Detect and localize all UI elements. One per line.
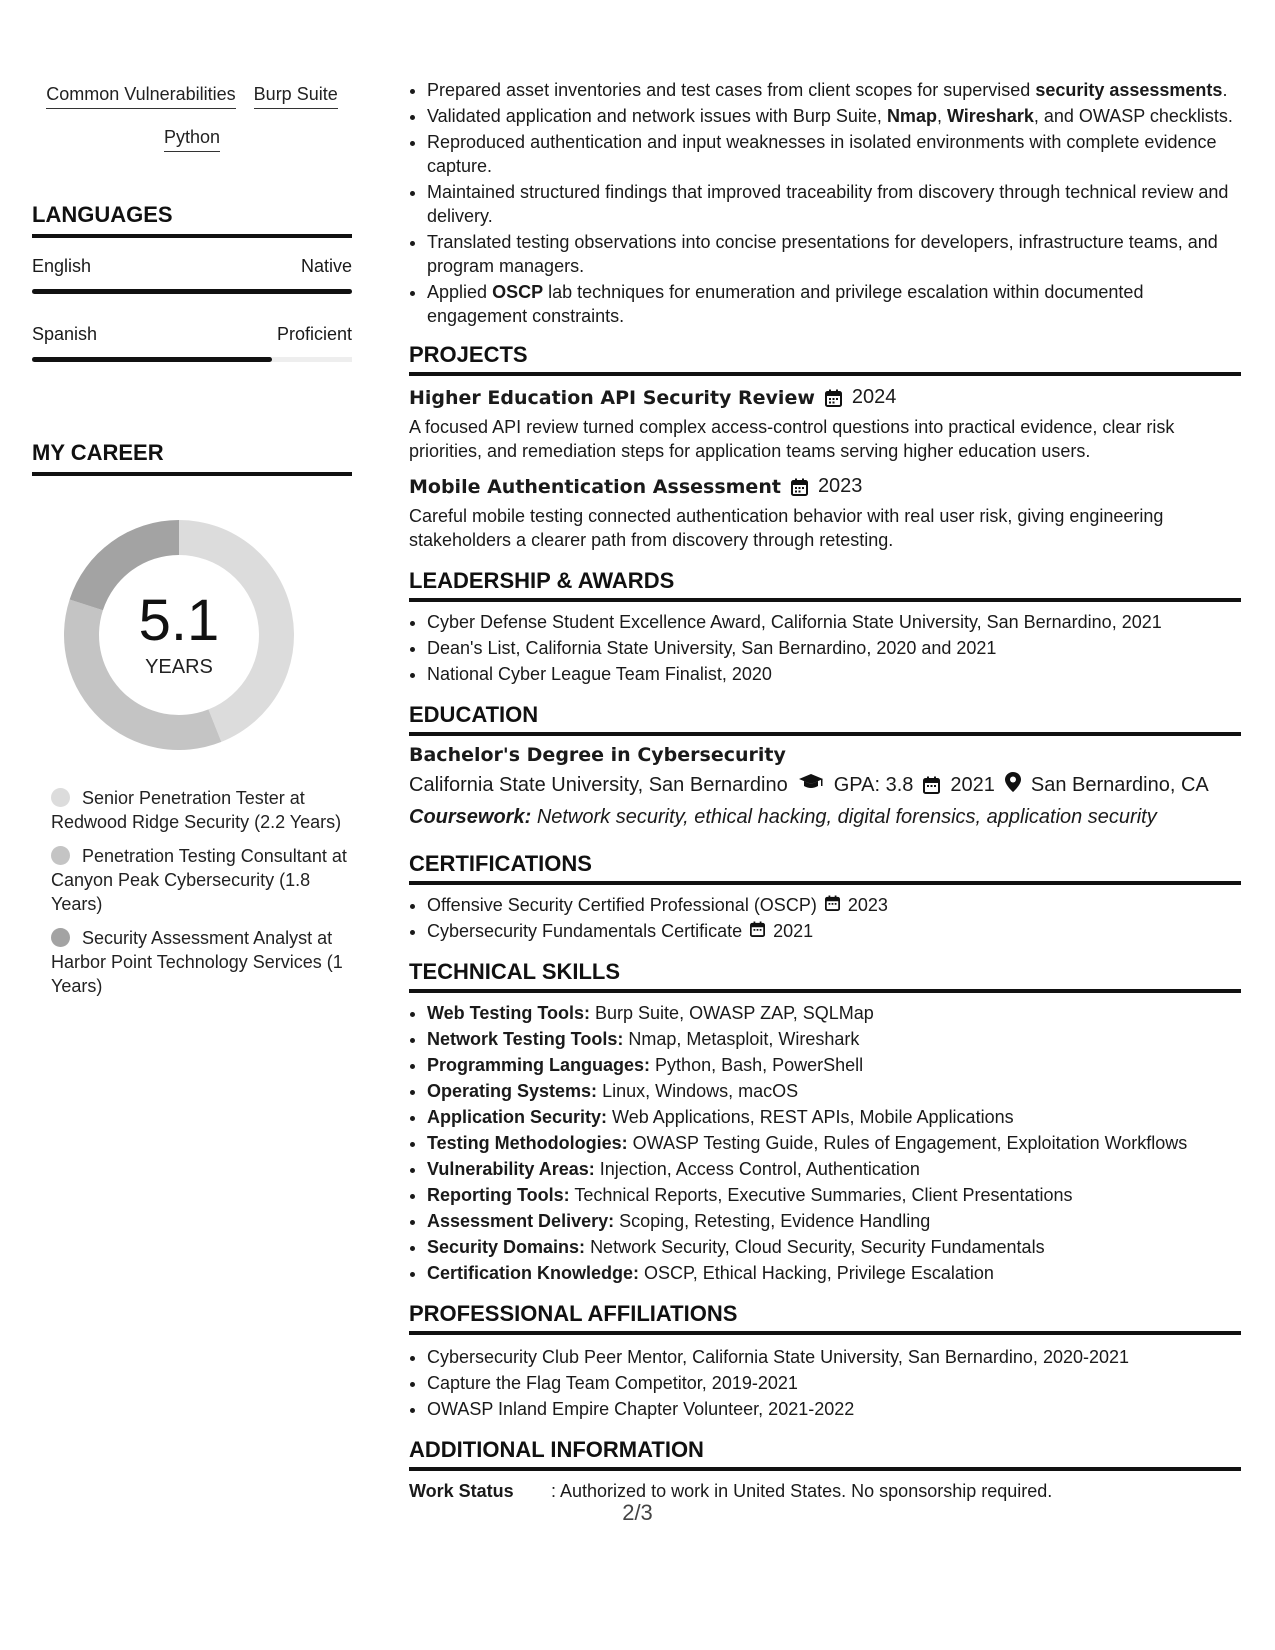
certifications-list: [409, 893, 1241, 943]
skill-values: OWASP Testing Guide, Rules of Engagement, Exploitation Workflows: [632, 1133, 1188, 1153]
skill-values: Scoping, Retesting, Evidence Handling: [619, 1211, 931, 1231]
project-title: Higher Education API Security Review: [409, 386, 815, 409]
skills-row: [32, 84, 352, 109]
technical-skills-list: [409, 1001, 1241, 1285]
education-heading: EDUCATION: [409, 702, 1241, 736]
coursework-text: Network security, ethical hacking, digital forensics, application security: [536, 806, 1157, 828]
bullet-text: Prepared asset inventories and test cases from client scopes for supervised: [427, 80, 1036, 100]
skill-category: Operating Systems:: [427, 1081, 598, 1101]
list-item: • Cyber Defense Student Excellence Award, California State University, San Bernardino, 2021: [427, 610, 1241, 634]
list-item: [427, 919, 1241, 943]
skill-line: [427, 1105, 1241, 1129]
bullet-text: Validated application and network issues with Burp Suite,: [427, 106, 887, 126]
experience-bullet: [427, 104, 1241, 128]
language-level: Proficient: [276, 324, 352, 344]
skill-values: Linux, Windows, macOS: [602, 1081, 799, 1101]
language-name: Spanish: [32, 324, 98, 344]
skill-line: [427, 1001, 1241, 1025]
map-pin-icon: [1005, 772, 1021, 798]
bullet-text: .: [1222, 80, 1228, 100]
cert-name: • Offensive Security Certified Professional (OSCP): [427, 895, 817, 915]
list-item: • Capture the Flag Team Competitor, 2019-2021: [427, 1371, 1241, 1395]
career-list: [32, 786, 352, 998]
project-description: Careful mobile testing connected authentication behavior with real user risk, giving engineering stakeholders a clearer path from discovery through retesting.: [409, 506, 1164, 550]
bold-keyword: Nmap: [886, 106, 937, 126]
languages-heading: LANGUAGES: [32, 202, 352, 238]
calendar-icon: [750, 919, 765, 943]
skill-line: [427, 1053, 1241, 1077]
skill-values: Technical Reports, Executive Summaries, Client Presentations: [574, 1185, 1073, 1205]
career-item: [51, 786, 352, 834]
career-item: [51, 926, 352, 998]
career-donut: [64, 520, 294, 750]
skill-values: OSCP, Ethical Hacking, Privilege Escalation: [644, 1263, 994, 1283]
skill-line: [427, 1235, 1241, 1259]
skill-values: Burp Suite, OWASP ZAP, SQLMap: [595, 1003, 874, 1023]
calendar-icon: [791, 478, 808, 496]
cert-year: 2021: [773, 921, 814, 941]
projects-heading: PROJECTS: [409, 342, 1241, 376]
education-item: [409, 744, 1241, 829]
skill-category: Vulnerability Areas:: [427, 1159, 595, 1179]
page-number: 2/3: [622, 1500, 653, 1525]
experience-bullet: [427, 78, 1241, 102]
skill-line: [427, 1027, 1241, 1051]
project-title: Mobile Authentication Assessment: [409, 475, 781, 498]
list-item: [427, 893, 1241, 917]
gpa: GPA: 3.8: [833, 773, 914, 796]
awards-list: [409, 610, 1241, 686]
project-description: A focused API review turned complex access-control questions into practical evidence, clear risk priorities, and remediation steps for application teams serving higher education users.: [409, 417, 1175, 461]
list-item: • Dean's List, California State University, San Bernardino, 2020 and 2021: [427, 636, 1241, 660]
skill-tag: Burp Suite: [254, 84, 338, 109]
career-item: [51, 844, 352, 916]
career-total-years: 5.1: [138, 587, 220, 653]
bullet-text: Maintained structured findings that improved traceability from discovery through technical review and delivery.: [427, 182, 1229, 226]
skill-line: [427, 1209, 1241, 1233]
skill-line: [427, 1131, 1241, 1155]
affiliations-list: [409, 1345, 1241, 1421]
technical-skills-heading: TECHNICAL SKILLS: [409, 959, 1241, 993]
certifications-heading: CERTIFICATIONS: [409, 851, 1241, 885]
coursework: [409, 806, 1241, 829]
skill-line: [427, 1157, 1241, 1181]
project-year: 2024: [851, 386, 897, 408]
experience-bullet: [427, 280, 1241, 328]
school: California State University, San Bernardino: [409, 773, 788, 796]
project-item: [409, 386, 1241, 463]
bullet-text: ,: [936, 106, 947, 126]
experience-bullets: [409, 78, 1241, 328]
bold-keyword: Wireshark: [946, 106, 1034, 126]
skill-values: Web Applications, REST APIs, Mobile Applications: [612, 1107, 1014, 1127]
language-name: English: [32, 256, 92, 276]
career-heading: MY CAREER: [32, 440, 352, 476]
skill-values: Network Security, Cloud Security, Security Fundamentals: [590, 1237, 1045, 1257]
bullet-text: , and OWASP checklists.: [1033, 106, 1233, 126]
skill-values: Injection, Access Control, Authentication: [599, 1159, 920, 1179]
skill-tag: Common Vulnerabilities: [46, 84, 235, 109]
language-bar-fill: [32, 289, 352, 294]
project-item: [409, 475, 1241, 552]
career-text: Security Assessment Analyst at Harbor Point Technology Services (1 Years): [51, 928, 343, 996]
list-item: • OWASP Inland Empire Chapter Volunteer, 2021-2022: [427, 1397, 1241, 1421]
skill-category: Network Testing Tools:: [427, 1029, 624, 1049]
skill-line: [427, 1079, 1241, 1103]
coursework-label: Coursework:: [409, 806, 532, 828]
skill-tag: Python: [164, 127, 220, 152]
language-bar: [32, 289, 352, 294]
degree: Bachelor's Degree in Cybersecurity: [409, 744, 786, 766]
bullet-text: Reproduced authentication and input weaknesses in isolated environments with complete evidence capture.: [427, 132, 1217, 176]
skill-category: Programming Languages:: [427, 1055, 651, 1075]
skill-line: [427, 1183, 1241, 1207]
skills-row: [32, 127, 352, 152]
career-total-unit: YEARS: [145, 655, 213, 678]
awards-heading: LEADERSHIP & AWARDS: [409, 568, 1241, 602]
bold-keyword: security assessments: [1035, 80, 1223, 100]
experience-bullet: [427, 230, 1241, 278]
list-item: • National Cyber League Team Finalist, 2020: [427, 662, 1241, 686]
additional-info-heading: ADDITIONAL INFORMATION: [409, 1437, 1241, 1471]
school-location: San Bernardino, CA: [1030, 773, 1209, 796]
language-item: [32, 256, 352, 294]
bold-keyword: OSCP: [492, 282, 544, 302]
experience-bullet: [427, 130, 1241, 178]
list-item: • Cybersecurity Club Peer Mentor, California State University, San Bernardino, 2020-2021: [427, 1345, 1241, 1369]
work-status-value: : Authorized to work in United States. No sponsorship required.: [551, 1481, 1053, 1501]
skill-category: Assessment Delivery:: [427, 1211, 615, 1231]
career-text: Penetration Testing Consultant at Canyon Peak Cybersecurity (1.8 Years): [51, 846, 347, 914]
skill-category: Security Domains:: [427, 1237, 586, 1257]
career-dot: [51, 846, 70, 865]
bullet-text: Applied: [427, 282, 493, 302]
skill-category: Application Security:: [427, 1107, 608, 1127]
career-dot: [51, 788, 70, 807]
language-item: [32, 324, 352, 362]
graduation-cap-icon: [798, 773, 824, 797]
calendar-icon: [825, 389, 842, 407]
work-status-row: [409, 1481, 1241, 1502]
bullet-text: lab techniques for enumeration and privilege escalation within documented engagement constraints.: [427, 282, 1144, 326]
experience-bullet: [427, 180, 1241, 228]
skill-category: Reporting Tools:: [427, 1185, 570, 1205]
skill-line: [427, 1261, 1241, 1285]
cert-name: • Cybersecurity Fundamentals Certificate: [427, 921, 743, 941]
career-text: Senior Penetration Tester at Redwood Ridge Security (2.2 Years): [51, 788, 342, 832]
language-bar-fill: [32, 357, 272, 362]
main-content: [409, 78, 1241, 1502]
sidebar: [32, 84, 352, 1008]
skill-values: Nmap, Metasploit, Wireshark: [628, 1029, 860, 1049]
graduation-year: 2021: [950, 773, 995, 796]
skill-values: Python, Bash, PowerShell: [655, 1055, 864, 1075]
project-year: 2023: [817, 475, 863, 497]
skill-category: Web Testing Tools:: [427, 1003, 590, 1023]
language-bar: [32, 357, 352, 362]
cert-year: 2023: [847, 895, 888, 915]
work-status-label: Work Status: [409, 1481, 514, 1501]
calendar-icon: [923, 776, 940, 794]
skill-category: Certification Knowledge:: [427, 1263, 640, 1283]
skill-category: Testing Methodologies:: [427, 1133, 628, 1153]
calendar-icon: [825, 893, 840, 917]
language-level: Native: [300, 256, 352, 276]
affiliations-heading: PROFESSIONAL AFFILIATIONS: [409, 1301, 1241, 1335]
bullet-text: Translated testing observations into concise presentations for developers, infrastructure teams, and program managers.: [427, 232, 1218, 276]
career-dot: [51, 928, 70, 947]
